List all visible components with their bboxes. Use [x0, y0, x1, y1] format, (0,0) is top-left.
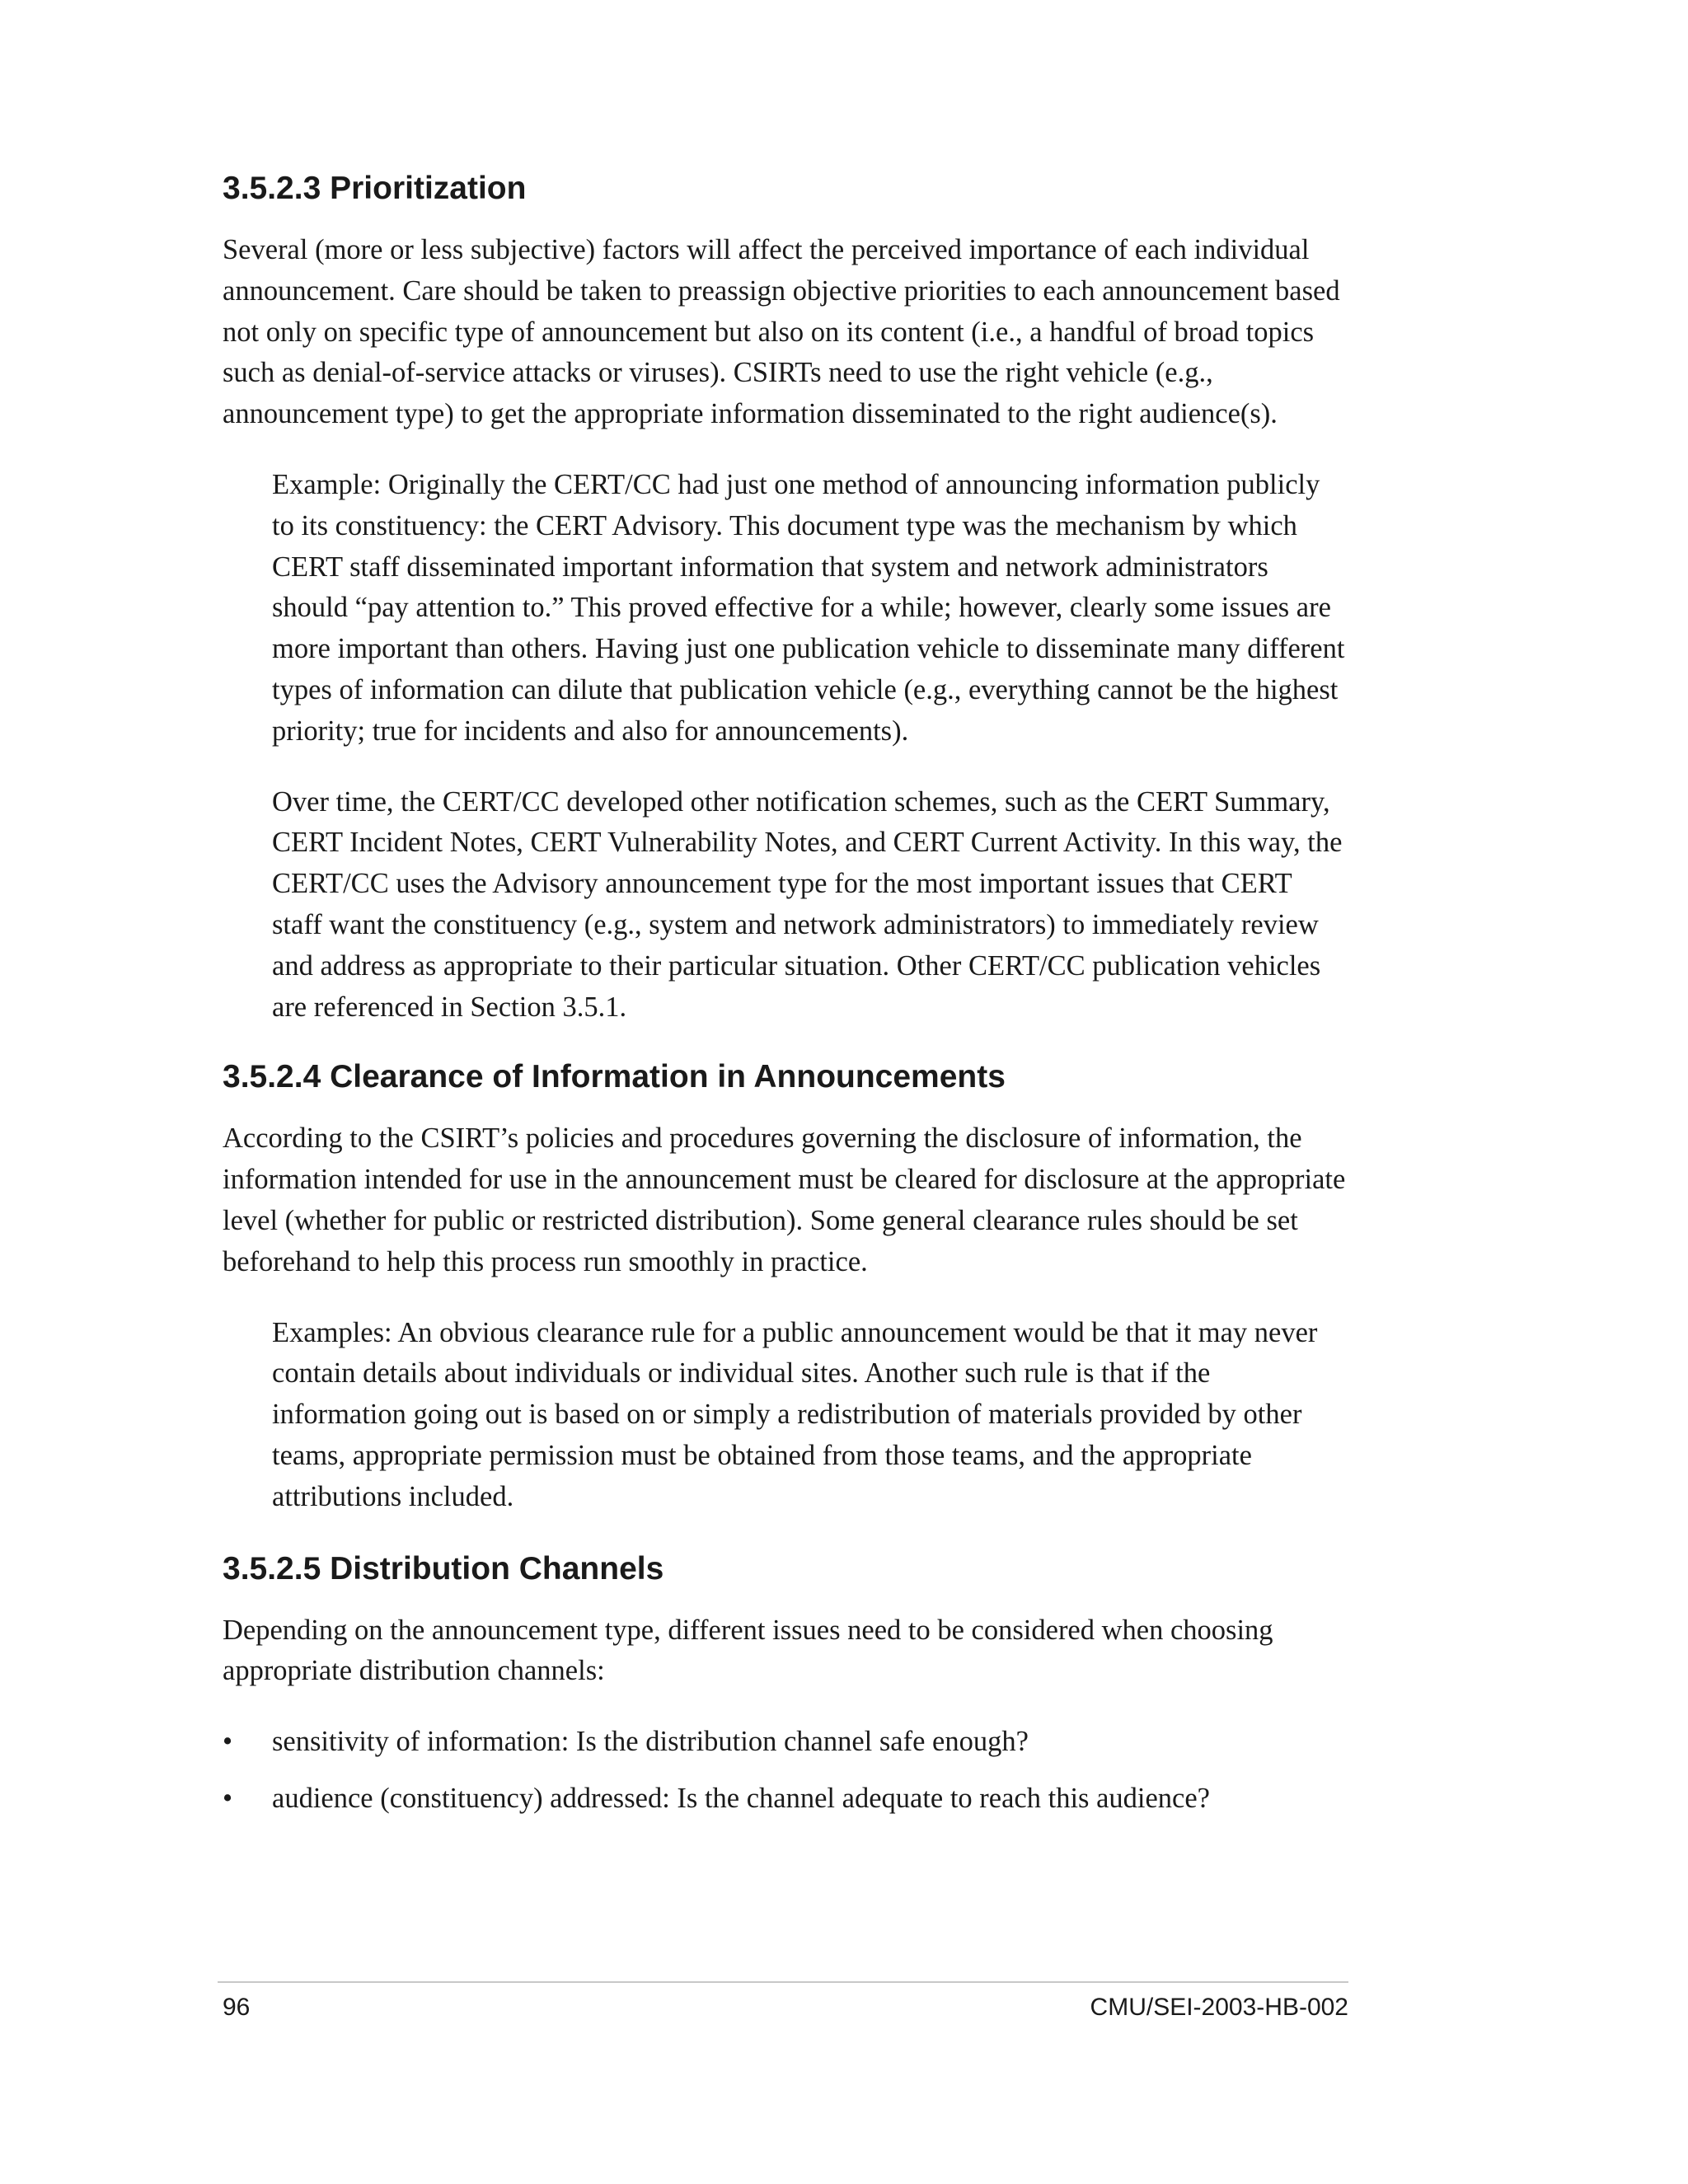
footer-divider	[218, 1981, 1348, 1983]
list-item-text: sensitivity of information: Is the distribution channel safe enough?	[272, 1726, 1029, 1758]
section-heading: 3.5.2.3 Prioritization	[223, 171, 527, 206]
example-paragraph: Over time, the CERT/CC developed other notification schemes, such as the CERT Summary, CERT Incident Notes, CERT Vulnerability Notes, and CERT Current Activity. In this way, the CERT/CC uses the Advisory announcement type for the most important issues that CERT staff want the constituency (e.g., system and network administrators) to immediately review and address as appropriate to their particular situation. Other CERT/CC publication vehicles are referenced in Section 3.5.1.	[272, 785, 1343, 1023]
section-heading: 3.5.2.5 Distribution Channels	[223, 1550, 664, 1586]
body-paragraph: Several (more or less subjective) factors will affect the perceived importance of each individual announcement. Care should be taken to preassign objective priorities to each announcement based not only on specific type of announcement but also on its content (i.e., a handful of broad topics such as denial-of-service attacks or viruses). CSIRTs need to use the right vehicle (e.g., announcement type) to get the appropriate information disseminated to the right audience(s).	[223, 234, 1340, 430]
document-id: CMU/SEI-2003-HB-002	[1090, 1994, 1348, 2021]
section-clearance	[223, 1057, 1348, 1517]
list-item	[223, 1779, 1348, 1820]
bullet-icon: •	[223, 1782, 233, 1814]
body-paragraph: Depending on the announcement type, different issues need to be considered when choosing appropriate distribution channels:	[223, 1614, 1273, 1687]
section-prioritization	[223, 169, 1348, 1028]
example-paragraph: Examples: An obvious clearance rule for a public announcement would be that it may never contain details about individuals or individual sites. Another such rule is that if the information going out is based on or simply a redistribution of materials provided by other teams, appropriate permission must be obtained from those teams, and the appropriate attributions included.	[272, 1316, 1318, 1512]
section-heading: 3.5.2.4 Clearance of Information in Announcements	[223, 1059, 1006, 1095]
page-number: 96	[223, 1994, 251, 2021]
bullet-list	[223, 1722, 1348, 1820]
list-item-text: audience (constituency) addressed: Is the channel adequate to reach this audience?	[272, 1782, 1210, 1814]
page-content	[223, 169, 1348, 1835]
list-item	[223, 1722, 1348, 1763]
example-paragraph: Example: Originally the CERT/CC had just one method of announcing information publicly to its constituency: the CERT Advisory. This document type was the mechanism by which CERT staff disseminated important information that system and network administrators should “pay attention to.” This proved effective for a while; however, clearly some issues are more important than others. Having just one publication vehicle to disseminate many different types of information can dilute that publication vehicle (e.g., everything cannot be the highest priority; true for incidents and also for announcements).	[272, 468, 1345, 747]
bullet-icon: •	[223, 1726, 233, 1758]
body-paragraph: According to the CSIRT’s policies and procedures governing the disclosure of information, the information intended for use in the announcement must be cleared for disclosure at the appropriate level (whether for public or restricted distribution). Some general clearance rules should be set beforehand to help this process run smoothly in practice.	[223, 1122, 1346, 1277]
section-distribution-channels	[223, 1549, 1348, 1820]
